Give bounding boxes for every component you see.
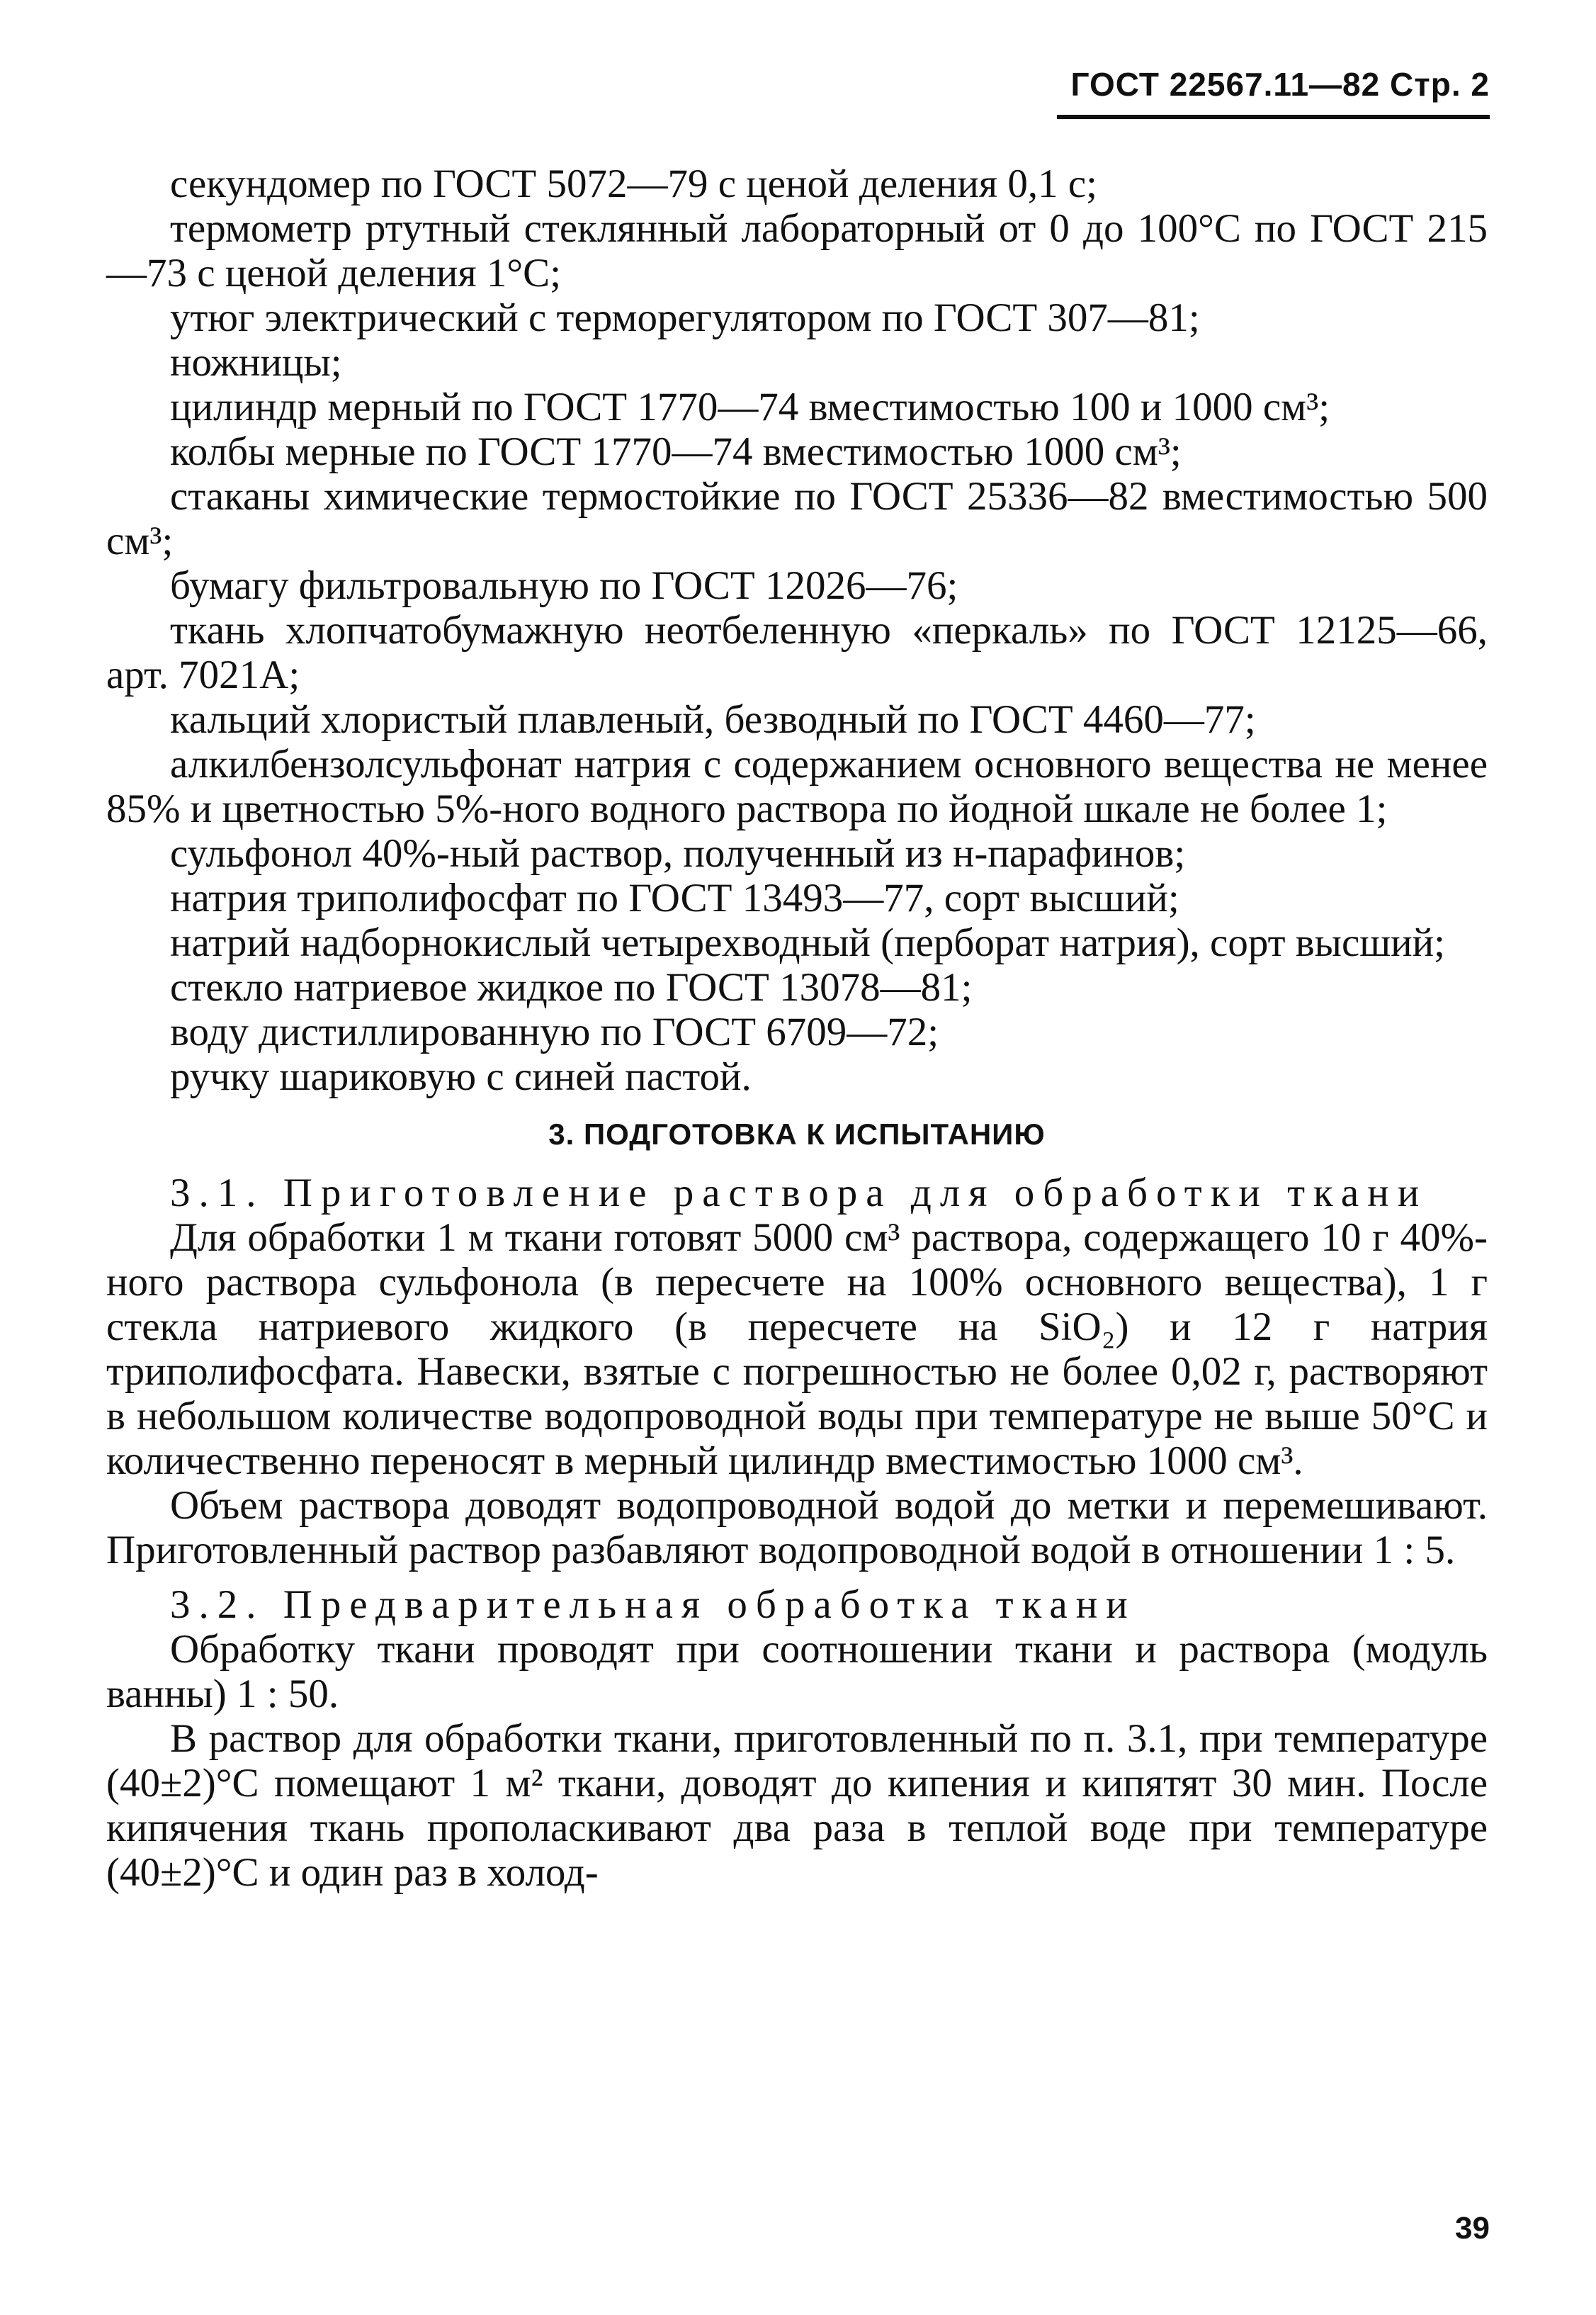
- list-item: натрий надборнокислый четырехводный (перборат натрия), сорт высший;: [170, 920, 1446, 965]
- page-number: 39: [1455, 2211, 1490, 2246]
- section-heading: 3. ПОДГОТОВКА К ИСПЫТАНИЮ: [548, 1117, 1046, 1151]
- list-item: ножницы;: [170, 340, 342, 385]
- list-item: кальций хлористый плавленый, безводный по ГОСТ 4460—77;: [170, 697, 1256, 742]
- paragraph: Для обработки 1 м ткани готовят 5000 см³ раствора, содержащего 10 г 40%-ного раствора сульфонола (в пересчете на 100% основного вещества), 1 г стекла натриевого жидкого (в пересчете на SiO₂) и 12 г натрия триполифосфата. Навески, взятые с погрешностью не более 0,02 г, растворяют в небольшом количестве водопроводной воды при температуре не выше 50°С и количественно переносят в мерный цилиндр вместимостью 1000 см³.: [106, 1215, 1488, 1483]
- list-item: сульфонол 40%-ный раствор, полученный из н-парафинов;: [170, 831, 1186, 876]
- list-item: ткань хлопчатобумажную неотбеленную «перкаль» по ГОСТ 12125—66, арт. 7021А;: [106, 608, 1488, 697]
- list-item: секундомер по ГОСТ 5072—79 с ценой деления 0,1 с;: [170, 162, 1097, 206]
- list-item: ручку шариковую с синей пастой.: [170, 1054, 752, 1099]
- list-item: колбы мерные по ГОСТ 1770—74 вместимостью 1000 см³;: [170, 429, 1182, 474]
- paragraph: В раствор для обработки ткани, приготовленный по п. 3.1, при температуре (40±2)°С помещают 1 м² ткани, доводят до кипения и кипятят 30 мин. После кипячения ткань прополаскивают два раза в теплой воде при температуре (40±2)°С и один раз в холод-: [106, 1716, 1488, 1895]
- paragraph: Объем раствора доводят водопроводной водой до метки и перемешивают. Приготовленный раствор разбавляют водопроводной водой в отношении 1 : 5.: [106, 1483, 1488, 1572]
- list-item: натрия триполифосфат по ГОСТ 13493—77, сорт высший;: [170, 876, 1179, 920]
- page-header: ГОСТ 22567.11—82 Стр. 2: [1057, 65, 1490, 119]
- list-item: утюг электрический с терморегулятором по ГОСТ 307—81;: [170, 295, 1200, 340]
- list-item: воду дистиллированную по ГОСТ 6709—72;: [170, 1010, 939, 1054]
- list-item: цилиндр мерный по ГОСТ 1770—74 вместимостью 100 и 1000 см³;: [170, 385, 1330, 429]
- subsection-heading-3-1: 3.1. Приготовление раствора для обработки ткани: [170, 1171, 1428, 1215]
- list-item: стаканы химические термостойкие по ГОСТ 25336—82 вместимостью 500 см³;: [106, 474, 1488, 563]
- list-item: термометр ртутный стеклянный лабораторный от 0 до 100°С по ГОСТ 215—73 с ценой деления 1°С;: [106, 206, 1488, 295]
- paragraph: Обработку ткани проводят при соотношении ткани и раствора (модуль ванны) 1 : 50.: [106, 1627, 1488, 1716]
- subsection-heading-3-2: 3.2. Предварительная обработка ткани: [170, 1582, 1136, 1627]
- list-item: алкилбензолсульфонат натрия с содержанием основного вещества не менее 85% и цветностью 5%-ного водного раствора по йодной шкале не более 1;: [106, 742, 1488, 831]
- list-item: бумагу фильтровальную по ГОСТ 12026—76;: [170, 563, 958, 608]
- list-item: стекло натриевое жидкое по ГОСТ 13078—81;: [170, 965, 973, 1010]
- equipment-list: [106, 162, 1488, 1099]
- page-body: [106, 162, 1488, 1895]
